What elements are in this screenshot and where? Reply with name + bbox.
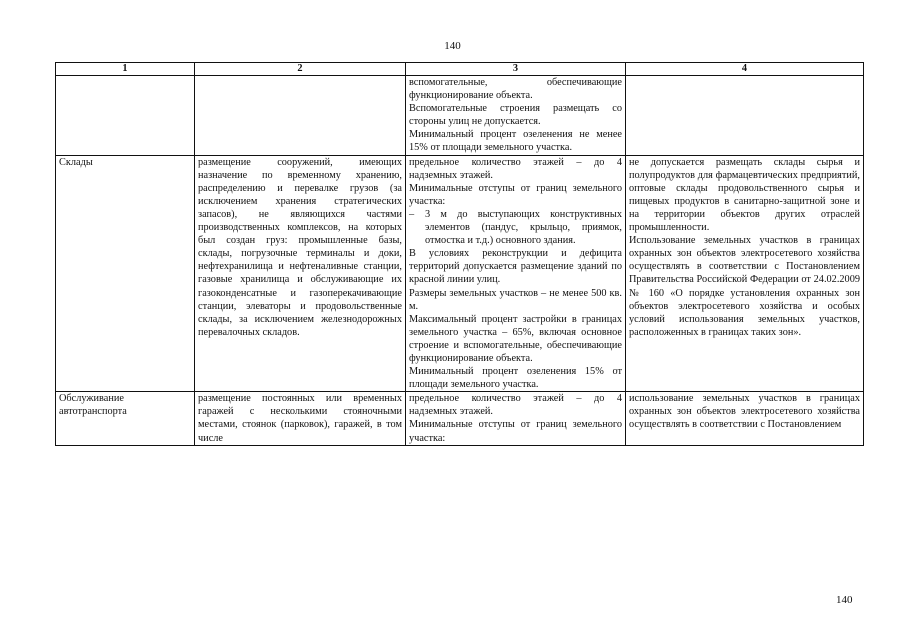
- row1-col4-p2: Использование земельных участков в границах охранных зон объектов электросетевого хозяйства осуществлять в соответствии с Постановлением Правительства Российской Федерации от 24.02.2009 № 160 «О порядке установления охранных зон объектов электросетевого хозяйства и особых условий использования земельных участков, расположенных в границах таких зон».: [629, 235, 860, 338]
- page-number-bottom: 140: [836, 594, 853, 606]
- table-row: [56, 392, 864, 445]
- column-header-3: 3: [406, 63, 626, 76]
- row1-col3-dash-item: [409, 208, 622, 247]
- row1-col3-p6: Минимальный процент озеленения 15% от площади земельного участка.: [409, 366, 622, 391]
- row1-col2: размещение сооружений, имеющих назначение по временному хранению, распределению и перевалке грузов (за исключением хранения стратегических запасов), не являющихся частями производственных комплексов, на которых был создан груз: промышленные базы, склады, погрузочные терминалы и доки, нефтехранилища и нефтеналивные станции, газовые хранилища и обслуживающие их газоконденсатные и газоперекачивающие станции, элеваторы и продовольственные склады, за исключением железнодорожных перевалочных складов.: [195, 155, 406, 392]
- row1-col3-p3: В условиях реконструкции и дефицита территорий допускается размещение зданий по красной линии улиц.: [409, 248, 622, 286]
- row1-col3-p1: предельное количество этажей – до 4 надземных этажей.: [409, 156, 622, 181]
- row0-col3: [406, 76, 626, 156]
- row0-col3-p1: вспомогательные, обеспечивающие функционирование объекта.: [409, 77, 622, 102]
- dash-marker: –: [409, 208, 415, 220]
- row0-col3-p3: Минимальный процент озеленения не менее 15% от площади земельного участка.: [409, 129, 622, 154]
- row0-col1: [56, 76, 195, 156]
- table-row: [56, 155, 864, 392]
- table-header-row: [56, 63, 864, 76]
- row1-col4-p1: не допускается размещать склады сырья и полупродуктов для фармацевтических предприятий, оптовые склады продовольственного сырья и пищевых продуктов в санитарно-защитной зоне и на территории объектов других отраслей промышленности.: [629, 156, 860, 234]
- row1-col4: [626, 155, 864, 392]
- row1-col3-p5: Максимальный процент застройки в границах земельного участка – 65%, включая основное строение и вспомогательные, обеспечивающие функционирование объекта.: [409, 313, 622, 364]
- row2-col1: Обслуживание автотранспорта: [56, 392, 195, 445]
- row2-col3-p1: предельное количество этажей – до 4 надземных этажей.: [409, 393, 622, 418]
- row2-col2: размещение постоянных или временных гаражей с несколькими стояночными местами, стоянок (парковок), гаражей, в том числе: [195, 392, 406, 445]
- land-use-table: [55, 62, 864, 446]
- column-header-4: 4: [626, 63, 864, 76]
- row2-col3-p2: Минимальные отступы от границ земельного участка:: [409, 419, 622, 444]
- row0-col4: [626, 76, 864, 156]
- column-header-1: 1: [56, 63, 195, 76]
- row0-col3-p2: Вспомогательные строения размещать со стороны улиц не допускается.: [409, 103, 622, 128]
- row1-col1: Склады: [56, 155, 195, 392]
- row1-col3-dash-text: 3 м до выступающих конструктивных элементов (пандус, крыльцо, приямок, отмостка и т.д.) основного здания.: [425, 208, 622, 247]
- row2-col4: использование земельных участков в границах охранных зон объектов электросетевого хозяйства осуществлять в соответствии с Постановлением: [626, 392, 864, 445]
- page-number-top: 140: [444, 40, 461, 52]
- row1-col3: [406, 155, 626, 392]
- row1-col3-p4: Размеры земельных участков – не менее 500 кв. м.: [409, 287, 622, 312]
- row0-col2: [195, 76, 406, 156]
- row2-col3: [406, 392, 626, 445]
- row1-col3-p2: Минимальные отступы от границ земельного участка:: [409, 182, 622, 207]
- column-header-2: 2: [195, 63, 406, 76]
- table-row: [56, 76, 864, 156]
